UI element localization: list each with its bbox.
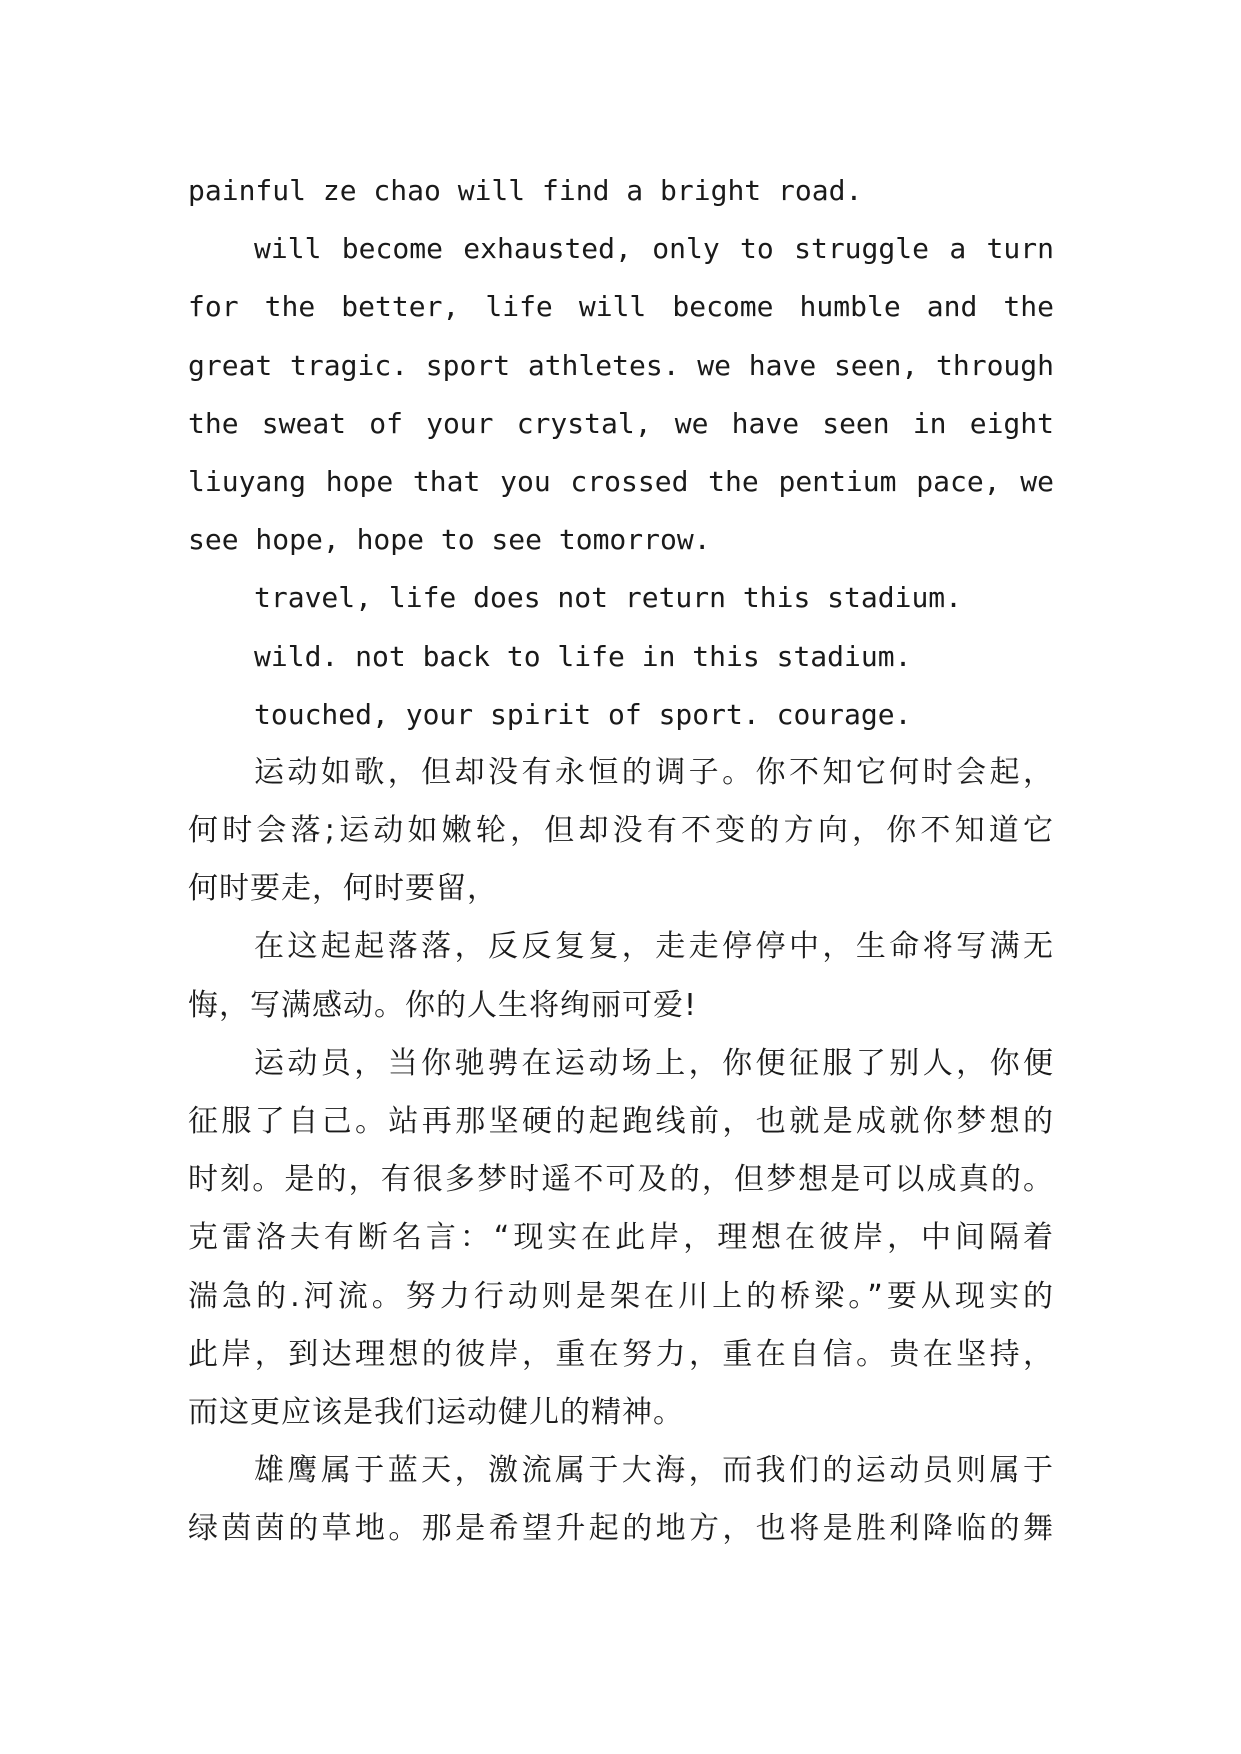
text-line: wild. not back to life in this stadium. [254, 639, 912, 673]
text-line: touched, your spirit of sport. courage. [254, 697, 912, 731]
text-line: 运动员，当你驰骋在运动场上，你便征服了别人，你便 [254, 1045, 1054, 1081]
text-line: see hope, hope to see tomorrow. [188, 523, 711, 557]
text-line: 克雷洛夫有断名言：“现实在此岸，理想在彼岸，中间隔着 [188, 1220, 1054, 1256]
text-line: 悔，写满感动。你的人生将绚丽可爱! [188, 987, 698, 1023]
text-line: 雄鹰属于蓝天，激流属于大海，而我们的运动员则属于 [254, 1453, 1054, 1489]
text-line: 湍急的.河流。努力行动则是架在川上的桥梁。”要从现实的 [188, 1278, 1054, 1314]
text-line: 绿茵茵的草地。那是希望升起的地方，也将是胜利降临的舞 [188, 1511, 1054, 1547]
text-line: 运动如歌，但却没有永恒的调子。你不知它何时会起， [254, 754, 1054, 790]
text-line: 何时要走，何时要留， [188, 871, 498, 907]
text-line: 此岸，到达理想的彼岸，重在努力，重在自信。贵在坚持， [188, 1336, 1054, 1372]
text-line: 时刻。是的，有很多梦时遥不可及的，但梦想是可以成真的。 [188, 1162, 1054, 1198]
text-line: painful ze chao will find a bright road. [188, 174, 863, 207]
document-body [188, 162, 1054, 1559]
text-line: travel, life does not return this stadium. [254, 581, 963, 615]
text-line: great tragic. sport athletes. we have seen, through [188, 348, 1054, 382]
text-line: 在这起起落落，反反复复，走走停停中，生命将写满无 [254, 929, 1054, 965]
text-line: the sweat of your crystal, we have seen in eight [188, 406, 1054, 440]
text-line: liuyang hope that you crossed the pentium pace, we [188, 464, 1054, 498]
text-line: will become exhausted, only to struggle a turn [254, 232, 1054, 266]
text-line: 征服了自己。站再那坚硬的起跑线前，也就是成就你梦想的 [188, 1104, 1054, 1139]
text-line: for the better, life will become humble and the [188, 290, 1054, 324]
text-line: 而这更应该是我们运动健儿的精神。 [188, 1394, 684, 1430]
text-line: 何时会落;运动如嫩轮，但却没有不变的方向，你不知道它 [188, 813, 1054, 849]
